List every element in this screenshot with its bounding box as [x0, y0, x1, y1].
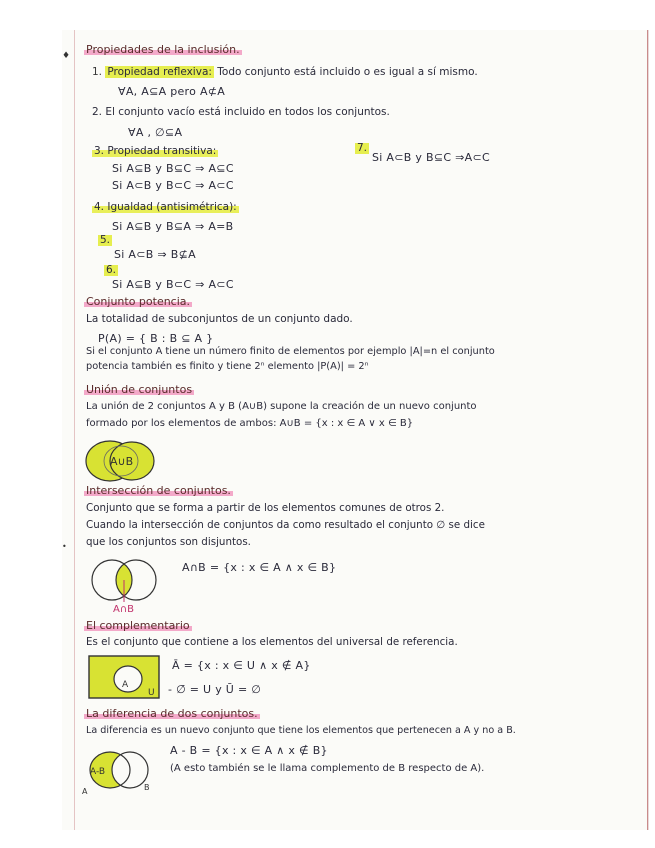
intersection-venn [86, 556, 166, 616]
property-4: 4. Igualdad (antisimétrica): [94, 201, 237, 213]
union-text-1: La unión de 2 conjuntos A y B (A∪B) supone la creación de un nuevo conjunto [86, 401, 477, 412]
margin-line [74, 30, 75, 830]
potencia-text-2: Si el conjunto A tiene un número finito de elementos por ejemplo |A|=n el conjunto [86, 346, 495, 357]
potencia-text-3: potencia también es finito y tiene 2ⁿ elemento |P(A)| = 2ⁿ [86, 361, 369, 372]
difference-venn-label: A-B [90, 767, 106, 777]
potencia-text-1: La totalidad de subconjuntos de un conjunto dado. [86, 313, 353, 325]
union-text-2: formado por los elementos de ambos: A∪B = {x : x ∈ A ∨ x ∈ B} [86, 418, 414, 429]
difference-math: A - B = {x : x ∈ A ∧ x ∉ B} [170, 744, 328, 757]
property-6-number: 6. [106, 264, 117, 276]
union-venn [82, 438, 172, 484]
property-5-number: 5. [100, 234, 111, 246]
complement-label-a: A [122, 680, 129, 690]
difference-text-2: (A esto también se le llama complemento de B respecto de A). [170, 763, 485, 774]
property-1-title: Propiedad reflexiva: [107, 66, 212, 78]
property-1-text: Todo conjunto está incluido o es igual a sí mismo. [217, 66, 478, 78]
property-6-math: Si A⊆B y B⊂C ⇒ A⊂C [112, 278, 234, 291]
title-potencia: Conjunto potencia. [86, 295, 191, 308]
intersection-text-3: que los conjuntos son disjuntos. [86, 536, 251, 548]
difference-text-1: La diferencia es un nuevo conjunto que tiene los elementos que pertenecen a A y no a B. [86, 725, 516, 736]
complement-venn [88, 655, 162, 701]
complement-math-1: Ā = {x : x ∈ U ∧ x ∉ A} [172, 659, 311, 672]
title-inclusion: Propiedades de la inclusión. [86, 43, 240, 56]
title-union: Unión de conjuntos [86, 383, 193, 396]
union-venn-label: A∪B [110, 455, 134, 468]
difference-label-b: B [144, 783, 150, 792]
property-3-math-1: Si A⊆B y B⊆C ⇒ A⊆C [112, 162, 234, 175]
difference-venn [78, 750, 158, 798]
bullet-mark: ♦ [62, 51, 71, 61]
intersection-text-1: Conjunto que se forma a partir de los elementos comunes de otros 2. [86, 502, 445, 514]
property-1-math: ∀A, A⊆A pero A⊄A [118, 85, 226, 98]
property-4-math: Si A⊆B y B⊆A ⇒ A=B [112, 220, 234, 233]
title-complement: El complementario [86, 619, 190, 632]
property-5-math: Si A⊂B ⇒ B⊈A [114, 248, 196, 261]
title-difference: La diferencia de dos conjuntos. [86, 707, 258, 720]
complement-math-2: - ∅̄ = U y Ū = ∅ [168, 683, 262, 696]
property-1: 1. Propiedad reflexiva: Todo conjunto está incluido o es igual a sí mismo. [92, 66, 478, 78]
title-intersection: Intersección de conjuntos. [86, 484, 231, 497]
property-3: 3. Propiedad transitiva: [94, 145, 217, 157]
intersection-venn-label: A∩B [113, 604, 135, 615]
difference-label-a: A [82, 787, 88, 796]
intersection-text-2: Cuando la intersección de conjuntos da como resultado el conjunto ∅ se dice [86, 519, 485, 531]
complement-text: Es el conjunto que contiene a los elementos del universal de referencia. [86, 636, 458, 648]
potencia-math: P(A) = { B : B ⊆ A } [98, 332, 214, 345]
bullet-dot: • [62, 542, 67, 551]
intersection-math: A∩B = {x : x ∈ A ∧ x ∈ B} [182, 561, 337, 574]
property-7-math: Si A⊂B y B⊆C ⇒A⊂C [372, 151, 491, 164]
property-2: 2. El conjunto vacío está incluido en todos los conjuntos. [92, 106, 390, 118]
property-3-math-2: Si A⊂B y B⊂C ⇒ A⊂C [112, 179, 234, 192]
property-7-number: 7. [357, 142, 368, 154]
property-2-math: ∀A , ∅⊆A [128, 126, 183, 139]
complement-label-u: U [148, 688, 155, 698]
